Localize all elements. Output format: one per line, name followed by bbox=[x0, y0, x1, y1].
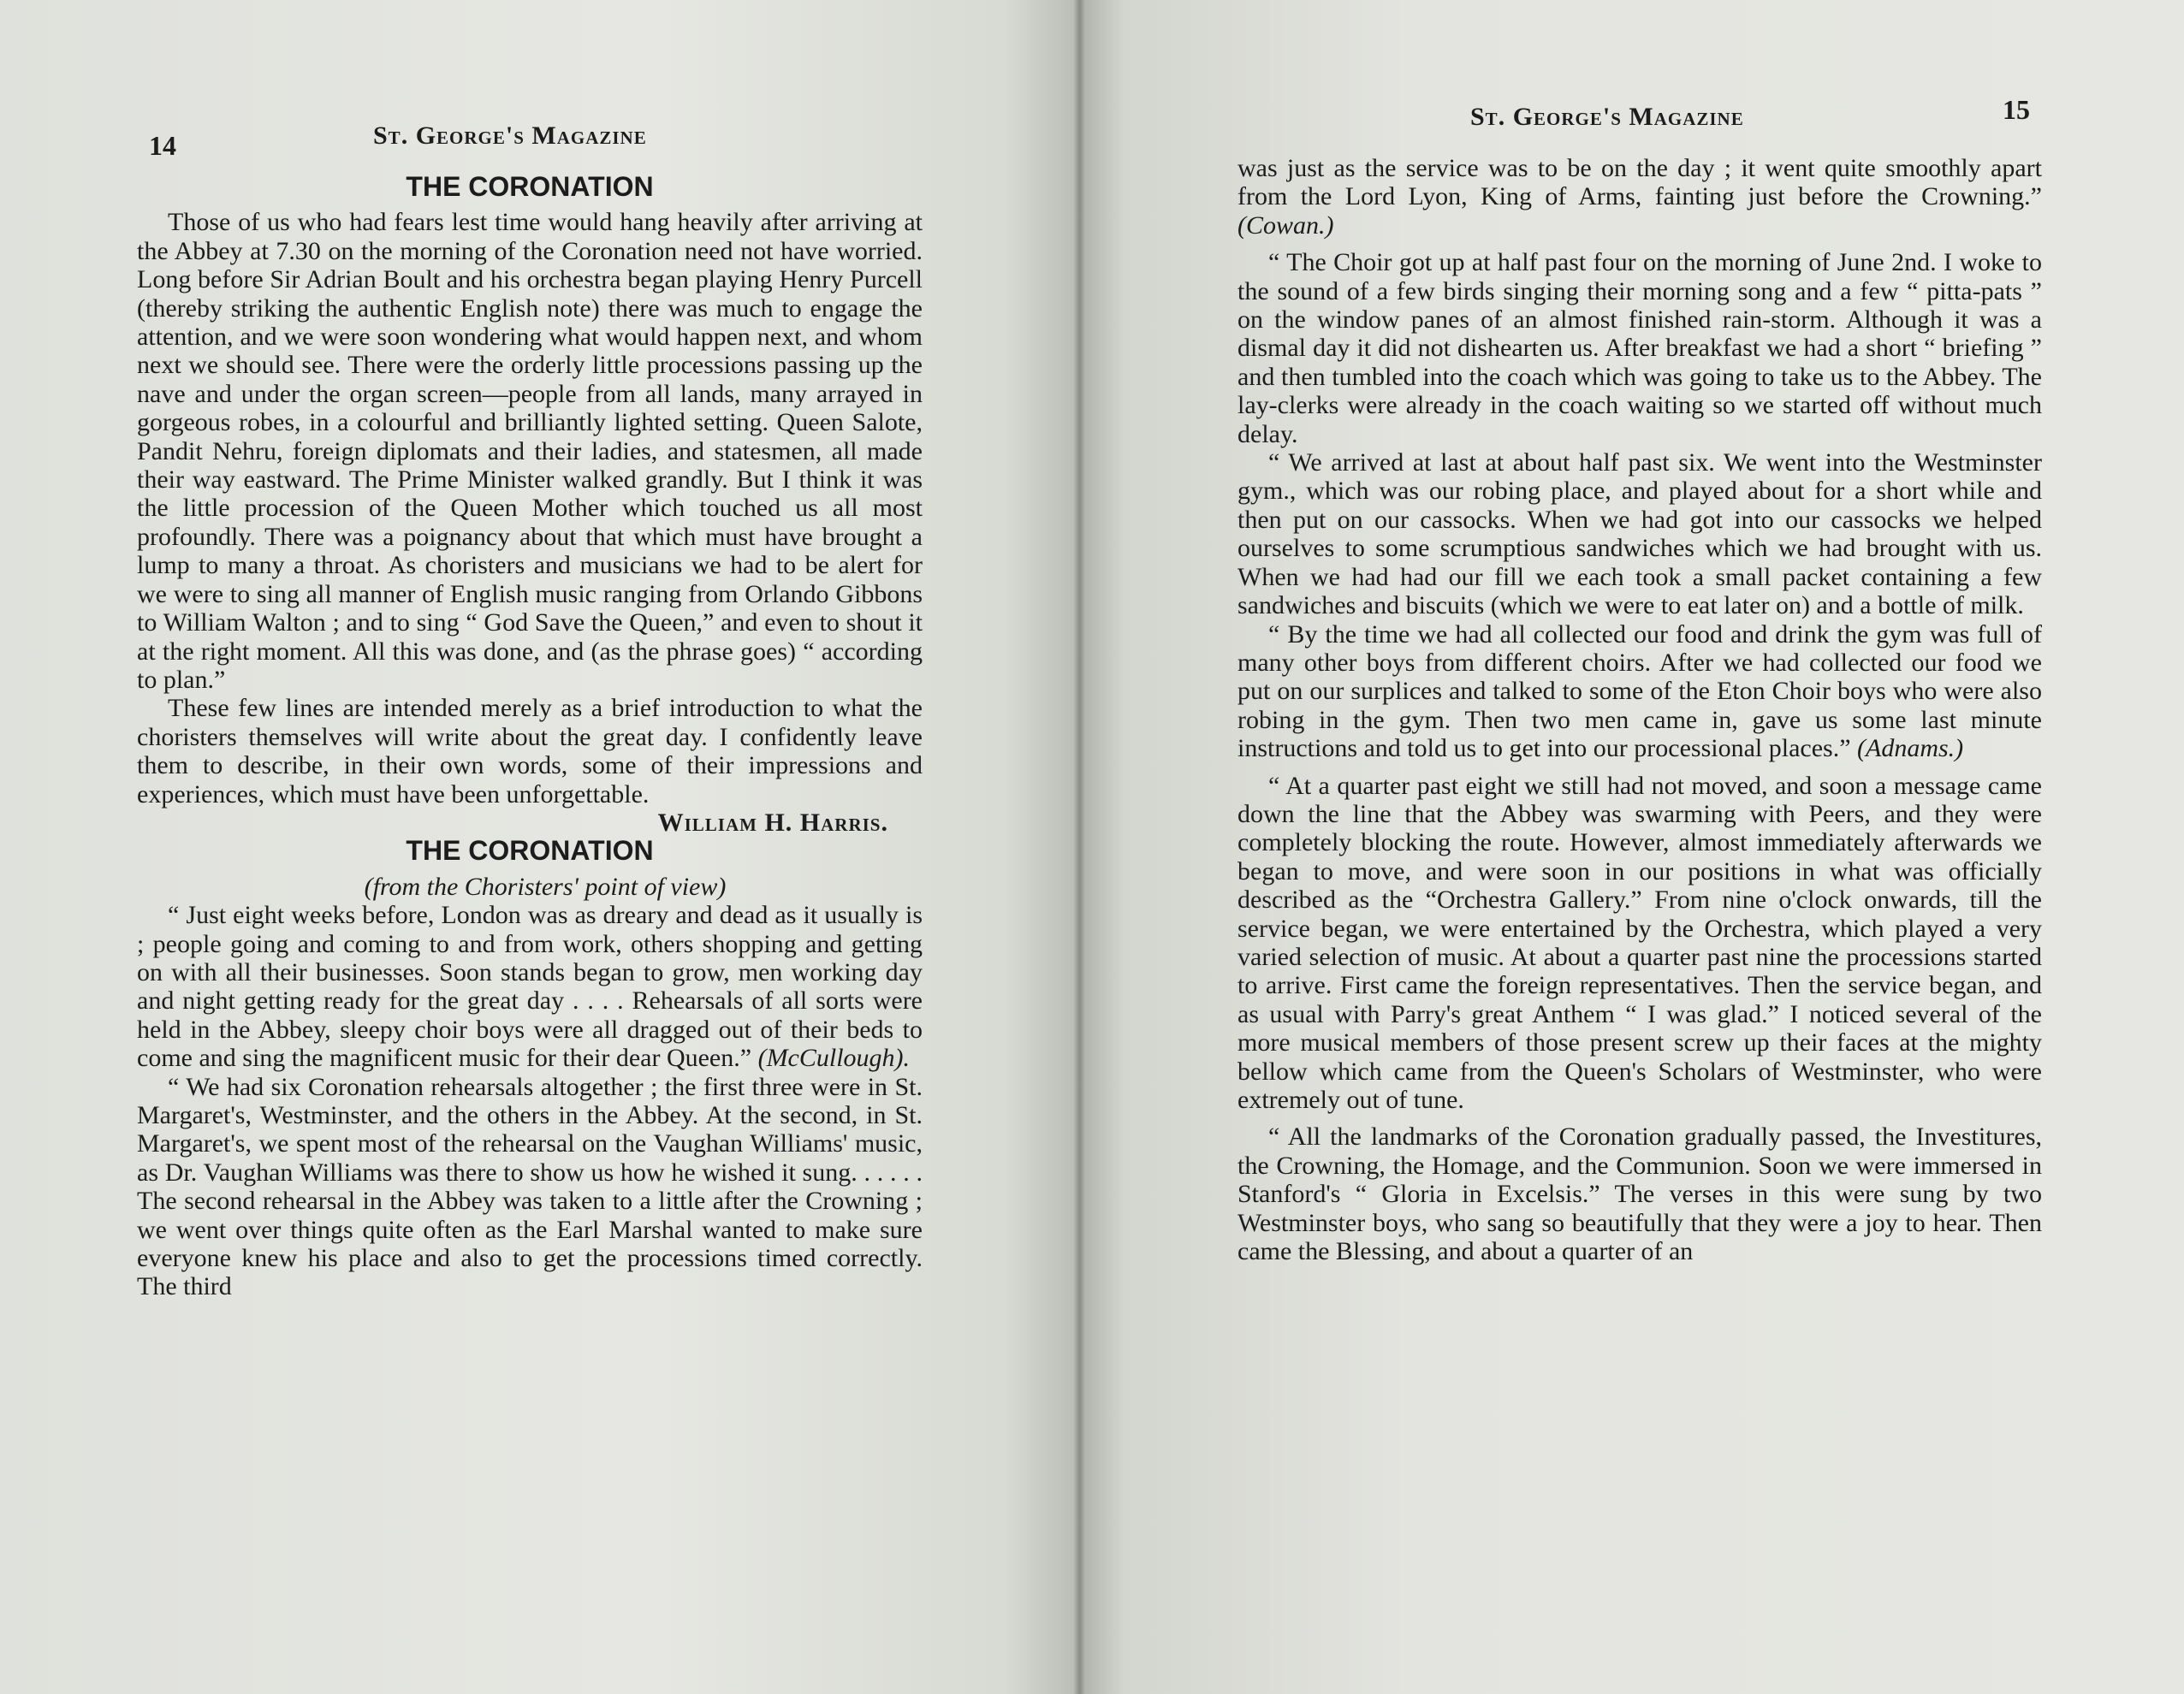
paragraph-text: was just as the service was to be on the day ; it went quite smoothly apart from the Lord Lyon, King of Arms, fainting just before the Crowning.” bbox=[1237, 154, 2042, 211]
right-page bbox=[1080, 0, 2184, 1694]
article-subtitle: (from the Choristers' point of view) bbox=[364, 872, 727, 901]
left-page bbox=[0, 0, 1080, 1694]
running-head: St. George's Magazine bbox=[1470, 103, 1744, 131]
paragraph bbox=[1237, 154, 2042, 240]
author-attribution: (Adnams.) bbox=[1857, 734, 1964, 763]
paragraph: “ The Choir got up at half past four on the morning of June 2nd. I woke to the sound of a few birds singing their morning song and a few “ pitta-pats ” on the window panes of an almost finished rain-storm. Although it was a dismal day it did not dishearten us. After breakfast we had a short “ briefing ” and then tumbled into the coach which was going to take us to the Abbey. The lay-clerks were already in the coach waiting so we started off without much delay. bbox=[1237, 248, 2042, 448]
book-gutter bbox=[1073, 0, 1085, 1694]
author-attribution: (Cowan.) bbox=[1237, 210, 1334, 240]
paragraph: “ We arrived at last at about half past six. We went into the Westminster gym., which was our robing place, and played about for a short while and then put on our cassocks. When we had got into our cassocks we helped ourselves to some scrumptious sandwiches which we had brought with us. When we had had our fill we each took a small packet containing a few sandwiches and biscuits (which we were to eat later on) and a bottle of milk. bbox=[1237, 448, 2042, 620]
author-signature: William H. Harris. bbox=[657, 808, 888, 837]
running-head: St. George's Magazine bbox=[373, 121, 647, 150]
paragraph: These few lines are intended merely as a brief introduction to what the choristers themselves will write about the great day. I confidently leave them to describe, in their own words, some of their impressions and experiences, which must have been unforgettable. bbox=[137, 694, 923, 808]
paragraph-text: “ Just eight weeks before, London was as dreary and dead as it usually is ; people going and coming to and from work, others shopping and getting on with all their businesses. Soon stands began to grow, men working day and night getting ready for the great day . . . . Rehearsals of all sorts were held in the Abbey, sleepy choir boys were all dragged out of their beds to come and sing the magnificent music for their dear Queen.” bbox=[137, 901, 923, 1073]
paragraph bbox=[1237, 620, 2042, 763]
article-title: THE CORONATION bbox=[406, 835, 654, 867]
paragraph: “ At a quarter past eight we still had not moved, and soon a message came down the line that the Abbey was swarming with Peers, and they were completely blocking the route. However, almost immediately afterwards we began to move, and were soon in our positions in what was officially described as the “Orchestra Gallery.” From nine o'clock onwards, till the service began, we were entertained by the Orchestra, which played a very varied selection of music. At about a quarter past nine the processions started to arrive. First came the foreign representatives. Then the service began, and as usual with Parry's great Anthem “ I was glad.” I noticed several of the more musical members of those present screw up their faces at the mighty bellow which came from the Queen's Scholars of Westminster, who were extremely out of tune. bbox=[1237, 771, 2042, 1114]
article-title: THE CORONATION bbox=[406, 171, 654, 202]
author-attribution: (McCullough). bbox=[757, 1044, 911, 1073]
page-number: 15 bbox=[2003, 94, 2030, 125]
right-column bbox=[1237, 154, 2042, 1265]
left-column bbox=[137, 173, 923, 1301]
page-number: 14 bbox=[149, 130, 176, 161]
paragraph: “ We had six Coronation rehearsals altogether ; the first three were in St. Margaret's, Westminster, and the others in the Abbey. At the second, in St. Margaret's, we spent most of the rehearsal on the Vaughan Williams' music, as Dr. Vaughan Williams was there to show us how he wished it sung. . . . . . The second rehearsal in the Abbey was taken to a little after the Crowning ; we went over things quite often as the Earl Marshal wanted to make sure everyone knew his place and also to get the processions timed correctly. The third bbox=[137, 1072, 923, 1301]
paragraph: Those of us who had fears lest time would hang heavily after arriving at the Abbey at 7.30 on the morning of the Coronation need not have worried. Long before Sir Adrian Boult and his orchestra began playing Henry Purcell (thereby striking the authentic English note) there was much to engage the attention, and we were soon wondering what would happen next, and whom next we should see. There were the orderly little processions passing up the nave and under the organ screen—people from all lands, many arrayed in gorgeous robes, in a colourful and brilliantly lighted setting. Queen Salote, Pandit Nehru, foreign diplomats and their ladies, and statesmen, all made their way eastward. The Prime Minister walked grandly. But I think it was the little procession of the Queen Mother which touched us all most profoundly. There was a poignancy about that which must have brought a lump to many a throat. As choristers and musicians we had to be alert for we were to sing all manner of English music ranging from Orlando Gibbons to William Walton ; and to sing “ God Save the Queen,” and even to shout it at the right moment. All this was done, and (as the phrase goes) “ according to plan.” bbox=[137, 208, 923, 694]
paragraph-text: “ By the time we had all collected our food and drink the gym was full of many other boys from different choirs. After we had collected our food we put on our surplices and talked to some of the Eton Choir boys who were also robing in the gym. Then two men came in, gave us some last minute instructions and told us to get into our processional places.” bbox=[1237, 619, 2042, 763]
paragraph: “ All the landmarks of the Coronation gradually passed, the Investitures, the Crowning, the Homage, and the Communion. Soon we were immersed in Stanford's “ Gloria in Excelsis.” The verses in this were sung by two Westminster boys, who sang so beautifully that they were a joy to hear. Then came the Blessing, and about a quarter of an bbox=[1237, 1122, 2042, 1266]
paragraph bbox=[137, 901, 923, 1072]
